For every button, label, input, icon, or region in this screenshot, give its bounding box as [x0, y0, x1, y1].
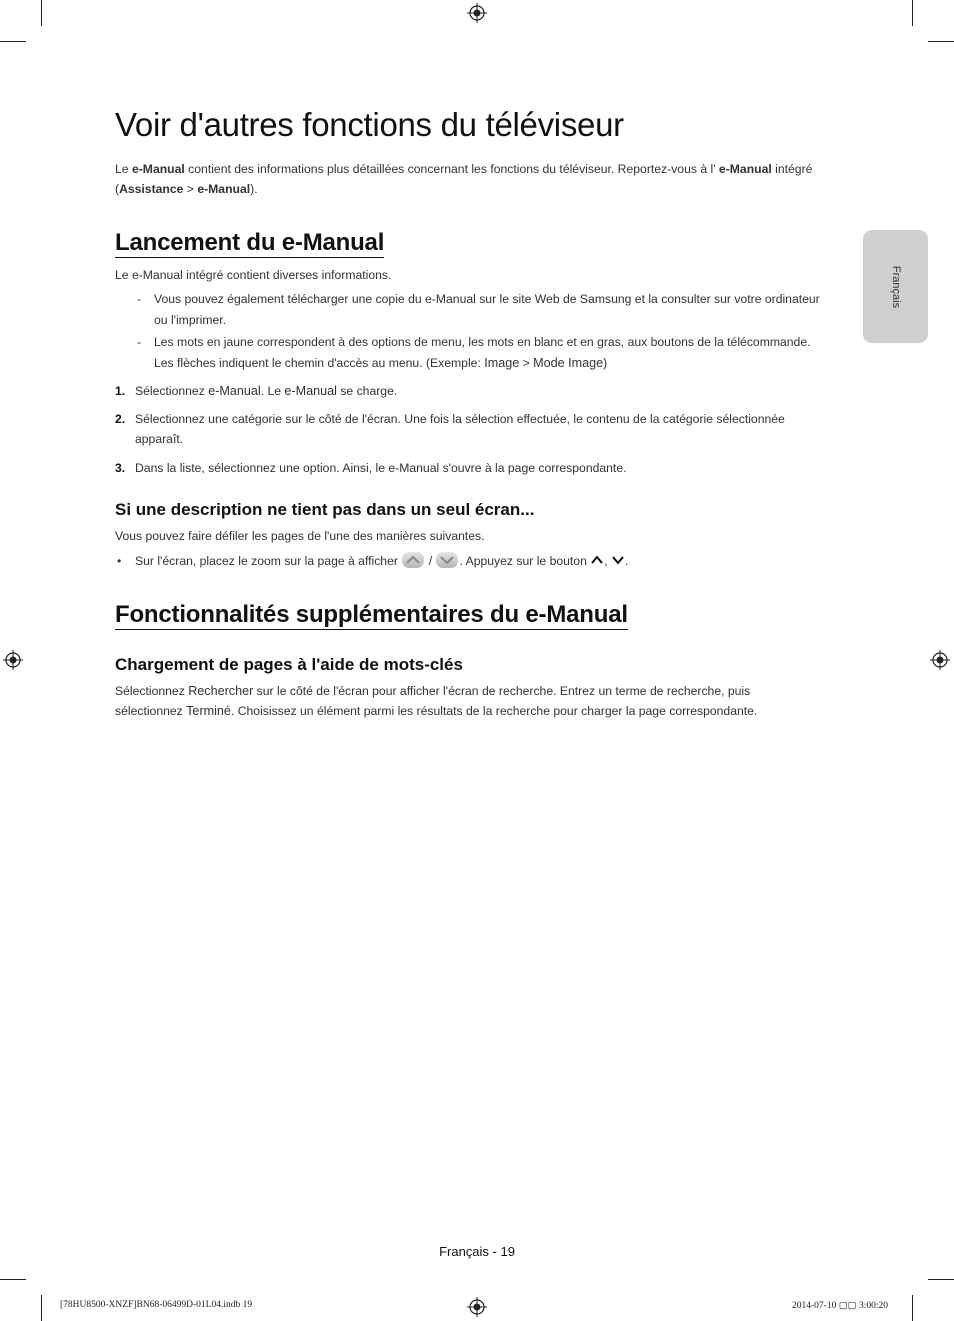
section-heading-fonctionnalites: Fonctionnalités supplémentaires du e-Manual: [115, 601, 628, 628]
keywords-text: Sélectionnez: [115, 684, 189, 698]
intro-bold: e-Manual: [197, 181, 251, 196]
step-bold: e-Manual: [284, 384, 337, 398]
language-side-tab-label: Français: [889, 265, 902, 308]
section-heading-lancement: Lancement du e-Manual: [115, 229, 385, 256]
step-text: Sélectionnez une catégorie sur le côté de l'écran. Une fois la sélection effectuée, le contenu de la catégorie sélectionnée apparaît.: [135, 412, 785, 446]
step-bold: e-Manual: [208, 384, 261, 398]
note-marker: -: [137, 335, 142, 349]
bullet-text-part: Sur l'écran, placez le zoom sur la page à afficher: [135, 554, 402, 568]
scroll-up-icon: [401, 551, 425, 569]
note-item: [137, 332, 827, 373]
note-separator: >: [519, 355, 534, 370]
page-title: Voir d'autres fonctions du téléviseur: [115, 106, 624, 143]
keywords-text: . Choisissez un élément parmi les résultats de la recherche pour charger la page correspondante.: [230, 703, 758, 718]
bullet-text: [135, 551, 825, 571]
step-number: 2.: [115, 412, 126, 426]
intro-text: Le: [115, 162, 132, 176]
subsection-heading-scroll: Si une description ne tient pas dans un seul écran...: [115, 500, 535, 519]
note-text: [154, 332, 827, 373]
crop-mark: [912, 1295, 913, 1321]
registration-mark-icon: [3, 650, 23, 670]
note-menu-word: Image: [484, 355, 520, 370]
registration-mark-icon: [467, 3, 487, 23]
chevron-up-icon: [590, 553, 604, 567]
crop-mark: [0, 1279, 26, 1280]
step-number: 1.: [115, 384, 126, 398]
note-marker: -: [137, 292, 142, 306]
crop-mark: [0, 41, 26, 42]
step-number: 3.: [115, 461, 126, 475]
chevron-down-icon: [611, 553, 625, 567]
crop-mark: [928, 41, 954, 42]
step-text-part: Sélectionnez: [135, 384, 209, 398]
step-text-part: se charge.: [336, 384, 398, 398]
note-text-part: ): [603, 355, 608, 370]
registration-mark-icon: [467, 1297, 487, 1317]
crop-mark: [41, 0, 42, 26]
bullet-separator: /: [425, 554, 436, 568]
intro-text: >: [183, 181, 198, 196]
registration-mark-icon: [930, 650, 950, 670]
intro-bold: e-Manual: [131, 162, 185, 176]
intro-text: intégré (: [115, 162, 813, 196]
step-text-part: . Le: [260, 384, 285, 398]
keywords-text: sur le côté de l'écran pour afficher l'écran de recherche. Entrez un terme de recherche, puis sélectionnez: [115, 684, 751, 718]
subsection-heading-keywords: Chargement de pages à l'aide de mots-clés: [115, 655, 463, 674]
step-item: [115, 381, 825, 401]
bullet-item: [115, 551, 825, 571]
intro-paragraph: [115, 160, 825, 199]
bullet-text-part: . Appuyez sur le bouton: [459, 554, 591, 568]
bullet-separator: ,: [604, 554, 612, 568]
step-item: [115, 409, 825, 449]
print-slug-file: [78HU8500-XNZF]BN68-06499D-01L04.indb 19: [60, 1300, 253, 1310]
keywords-bold: Rechercher: [188, 684, 254, 698]
step-text: [135, 381, 825, 401]
subsection1-lead: Vous pouvez faire défiler les pages de l'une des manières suivantes.: [115, 529, 485, 543]
note-menu-word: Mode Image: [533, 355, 604, 370]
step-text: Dans la liste, sélectionnez une option. Ainsi, le e-Manual s'ouvre à la page correspondante.: [135, 461, 627, 475]
language-side-tab: [863, 230, 928, 343]
intro-bold: Assistance: [119, 181, 184, 196]
note-text: Vous pouvez également télécharger une copie du e-Manual sur le site Web de Samsung et la consulter sur votre ordinateur ou l'imprimer.: [154, 292, 820, 327]
note-text-part: Les mots en jaune correspondent à des options de menu, les mots en blanc et en gras, aux boutons de la télécommande. Les flèches indiquent le chemin d'accès au menu. (Exemple:: [154, 335, 811, 370]
print-slug-timestamp: 2014-07-10 ▢▢ 3:00:20: [792, 1301, 889, 1311]
intro-text: ).: [250, 181, 258, 196]
note-item: [137, 289, 827, 330]
bullet-text-part: .: [625, 554, 629, 568]
bullet-marker: •: [117, 554, 122, 568]
subsection2-paragraph: [115, 682, 815, 721]
step-item: [115, 458, 825, 478]
crop-mark: [912, 0, 913, 26]
intro-bold: e-Manual: [718, 162, 772, 176]
keywords-bold: Terminé: [186, 703, 231, 718]
crop-mark: [928, 1279, 954, 1280]
page-footer: Français - 19: [439, 1244, 515, 1259]
intro-text: contient des informations plus détaillées concernant les fonctions du téléviseur. Reportez-vous à l': [184, 162, 719, 176]
scroll-down-icon: [435, 551, 459, 569]
section1-lead: Le e-Manual intégré contient diverses informations.: [115, 268, 392, 282]
crop-mark: [41, 1295, 42, 1321]
